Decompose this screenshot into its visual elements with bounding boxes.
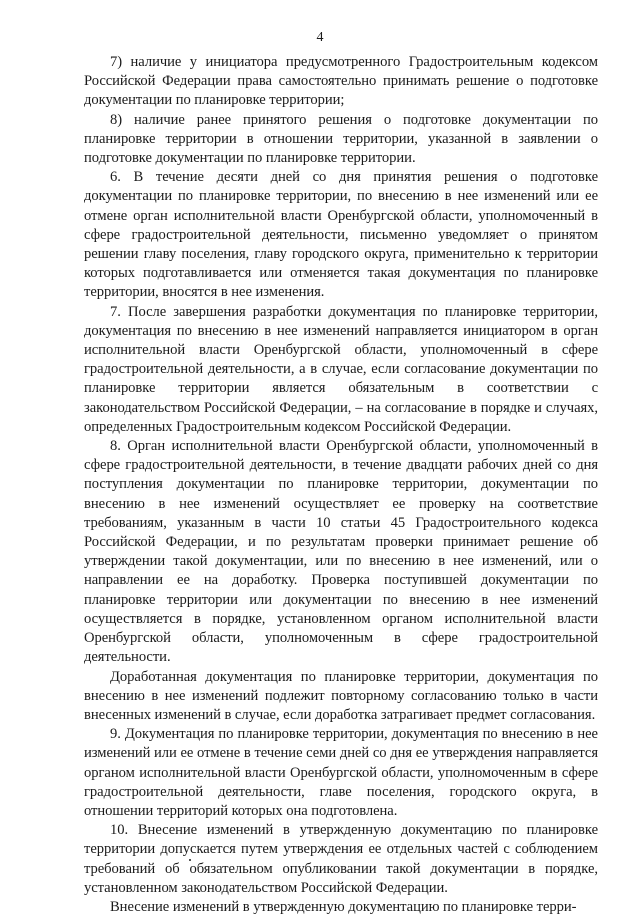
paragraph-clause-7: 7. После завершения разработки документация по планировке территории, документация по внесению в нее изменений направляется инициатором в орган исполнительной власти Оренбургской области, уполномоченный в сфере градостроительной деятельности, а в случае, если согласование документации по планировке территории является обязательным в соответствии с законодательством Российской Федерации, – на согласование в порядке и случаях, определенных Градостроительным кодексом Российской Федерации. — [84, 303, 598, 435]
paragraph-item-8: 8) наличие ранее принятого решения о подготовке документации по планировке территории в отношении территории, указанной в заявлении о подготовке документации по планировке территории. — [84, 111, 598, 167]
paragraph-clause-9: 9. Документация по планировке территории, документация по внесению в нее изменений или ее отмене в течение семи дней со дня ее утверждения направляется органом исполнительной власти Оренбургской области, уполномоченным в сфере градостроительной деятельности, главе поселения, городского округа, в отношении территорий которых она подготовлена. — [84, 726, 598, 819]
document-body — [84, 53, 598, 917]
paragraph-clause-6: 6. В течение десяти дней со дня принятия решения о подготовке документации по планировке территории, по внесению в нее изменений или ее отмене орган исполнительной власти Оренбургской области, уполномоченный в сфере градостроительной деятельности, письменно уведомляет о принятом решении главу поселения, главу городского округа, применительно к территории которых подготавливается или отменяется такая документация по планировке территории, вносятся в нее изменения. — [84, 169, 598, 301]
paragraph-continuation: Внесение изменений в утвержденную документацию по планировке терри- — [110, 898, 577, 915]
page-number: 4 — [316, 30, 324, 45]
paragraph-clause-8: 8. Орган исполнительной власти Оренбургской области, уполномоченный в сфере градостроительной деятельности, в течение двадцати рабочих дней со дня поступления документации по планировке территории, документации по внесению в нее изменений осуществляет ее проверку на соответствие требованиям, указанным в части 10 статьи 45 Градостроительного кодекса Российской Федерации, и по результатам проверки принимает решение об утверждении такой документации, или по внесению в нее изменений, или о направлении ее на доработку. Проверка поступившей документации по планировке территории или документации по внесению в нее изменений осуществляется в порядке, установленном органом исполнительной власти Оренбургской области, уполномоченным в сфере градостроительной деятельности. — [84, 438, 598, 666]
paragraph-clause-10: 10. Внесение изменений в утвержденную документацию по планировке территории допускается путем утверждения ее отдельных частей с соблюдением требований об обязательном опубликовании такой документации в порядке, установленном законодательством Российской Федерации. — [84, 822, 598, 896]
paragraph-revised-documentation: Доработанная документация по планировке территории, документация по внесению в нее изменений подлежит повторному согласованию только в части внесенных изменений в случае, если доработка затрагивает предмет согласования. — [84, 668, 598, 723]
paragraph-item-7: 7) наличие у инициатора предусмотренного Градостроительным кодексом Российской Федерации права самостоятельно принимать решение о подготовке документации по планировке территории; — [84, 54, 598, 109]
scan-speck — [189, 859, 191, 861]
